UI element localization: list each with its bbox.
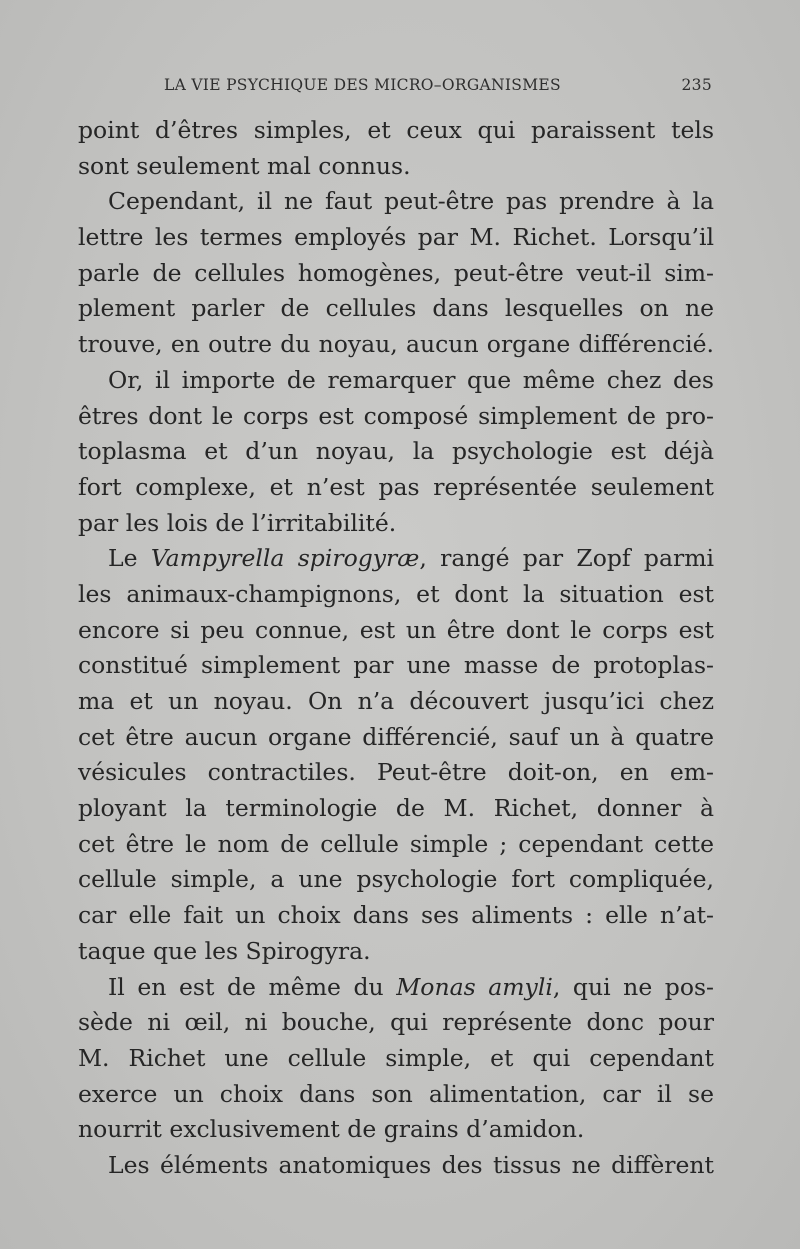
text-line: point d’êtres simples, et ceux qui paraissent tels [78, 116, 714, 144]
text-line: parle de cellules homogènes, peut-être veut-il sim- [78, 258, 714, 287]
text-line: encore si peu connue, est un être dont le corps est [78, 615, 714, 644]
running-head [164, 76, 712, 102]
text-line [78, 541, 714, 577]
text-line [78, 970, 714, 1006]
text-line: vésicules contractiles. Peut-être doit-on, en em- [78, 758, 714, 787]
running-title: LA VIE PSYCHIQUE DES MICRO–ORGANISMES [164, 76, 561, 94]
italic-species-name: Vampyrella spirogyræ [150, 544, 420, 573]
text-line: Or, il importe de remarquer que même chez des [108, 365, 714, 394]
text-line: sont seulement mal connus. [78, 151, 411, 180]
text-line: par les lois de l’irritabilité. [78, 508, 397, 537]
text-line: constitué simplement par une masse de protoplas- [78, 651, 714, 680]
text-segment: , qui ne pos- [552, 972, 714, 1001]
text-line: cellule simple, a une psychologie fort compliquée, [78, 865, 714, 894]
text-segment: , rangé par Zopf parmi [419, 544, 714, 573]
text-line: êtres dont le corps est composé simplement de pro- [78, 401, 714, 430]
text-line: Les éléments anatomiques des tissus ne diffèrent [108, 1150, 714, 1179]
text-line: toplasma et d’un noyau, la psychologie est déjà [78, 437, 714, 466]
text-line: cet être le nom de cellule simple ; cependant cette [78, 829, 714, 858]
text-line: ployant la terminologie de M. Richet, donner à [78, 794, 714, 823]
text-line: taque que les Spirogyra. [78, 936, 371, 965]
text-line: fort complexe, et n’est pas représentée seulement [78, 472, 714, 501]
text-line: lettre les termes employés par M. Richet. Lorsqu’il [78, 223, 714, 252]
text-line: car elle fait un choix dans ses aliments : elle n’at- [78, 901, 714, 930]
text-line: plement parler de cellules dans lesquelles on ne [78, 294, 714, 323]
text-line: les animaux-champignons, et dont la situation est [78, 579, 714, 608]
text-line: cet être aucun organe différencié, sauf un à quatre [78, 722, 714, 751]
text-line: trouve, en outre du noyau, aucun organe différencié. [78, 330, 714, 359]
text-line: ma et un noyau. On n’a découvert jusqu’ici chez [78, 687, 714, 715]
text-segment: Il en est de même du [108, 972, 397, 1001]
text-line: M. Richet une cellule simple, et qui cependant [78, 1043, 714, 1072]
text-line: Cependant, il ne faut peut-être pas prendre à la [108, 187, 714, 216]
body-text [78, 113, 714, 1184]
italic-species-name: Monas amyli [396, 972, 553, 1001]
text-segment: Le [108, 544, 151, 573]
page-number: 235 [681, 76, 712, 94]
text-line: exerce un choix dans son alimentation, car il se [78, 1079, 714, 1108]
text-line: sède ni œil, ni bouche, qui représente donc pour [78, 1008, 714, 1037]
text-line: nourrit exclusivement de grains d’amidon. [78, 1115, 585, 1144]
